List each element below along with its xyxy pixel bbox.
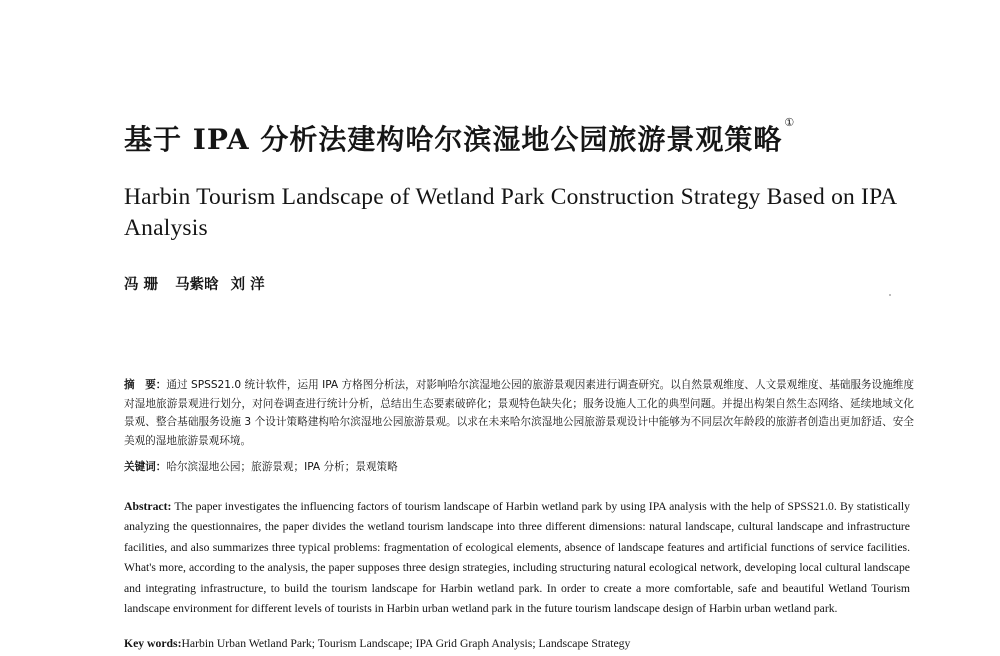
scan-speck (889, 294, 891, 296)
abstract-en-text: The paper investigates the influencing factors of tourism landscape of Harbin wetland park by using IPA analysis with the help of SPSS21.0. By statistically analyzing the questionnaires, the paper divides the wetland tourism landscape into three different dimensions: natural landscape, cultural landscape and infrastructure facilities, and also summarizes three typical problems: fragmentation of ecological elements, absence of landscape features and artificial functions of service facilities. What's more, according to the analysis, the paper supposes three design strategies, including structuring natural ecological network, developing local cultural landscape and integrating infrastructure, to build the tourism landscape for Harbin wetland park. In order to create a more comfortable, safe and beautiful Wetland Tourism landscape environment for different levels of tourists in Harbin urban wetland park in the future tourism landscape design of Harbin urban wetland park. (124, 500, 910, 616)
keywords-en-text: Harbin Urban Wetland Park; Tourism Landscape; IPA Grid Graph Analysis; Landscape Strategy (181, 637, 631, 650)
author-name: 马紫晗 (175, 276, 219, 293)
author-name: 冯 珊 (124, 276, 159, 293)
paper-title-chinese (124, 118, 795, 158)
keywords-english (124, 636, 910, 652)
abstract-cn-text: 通过 SPSS21.0 统计软件，运用 IPA 方格图分析法，对影响哈尔滨湿地公园的旅游景观因素进行调查研究。以自然景观维度、人文景观维度、基础服务设施维度对湿地旅游景观进行划分，对问卷调查进行统计分析，总结出生态要素破碎化；景观特色缺失化；服务设施人工化的典型问题。并提出构架自然生态网络、延续地域文化景观、整合基础服务设施 3 个设计策略建构哈尔滨湿地公园旅游景观。以求在未来哈尔滨湿地公园旅游景观设计中能够为不同层次年龄段的旅游者创造出更加舒适、安全美观的湿地旅游景观环境。 (124, 379, 914, 447)
abstract-english (124, 497, 910, 619)
author-name: 刘 洋 (230, 276, 265, 293)
author-list (124, 273, 277, 294)
abstract-chinese (124, 376, 914, 450)
keywords-chinese (124, 458, 914, 476)
abstract-en-label: Abstract: (124, 500, 172, 513)
keywords-en-label: Key words: (124, 637, 182, 650)
title-cn-text: 基于 IPA 分析法建构哈尔滨湿地公园旅游景观策略 (124, 123, 783, 156)
keywords-cn-text: 哈尔滨湿地公园；旅游景观；IPA 分析；景观策略 (166, 461, 398, 473)
keywords-cn-label: 关键词： (124, 461, 167, 473)
paper-title-english: Harbin Tourism Landscape of Wetland Park Construction Strategy Based on IPA Analysis (124, 184, 897, 241)
abstract-cn-label: 摘 要： (124, 379, 167, 391)
title-footnote-marker: ① (784, 116, 796, 129)
